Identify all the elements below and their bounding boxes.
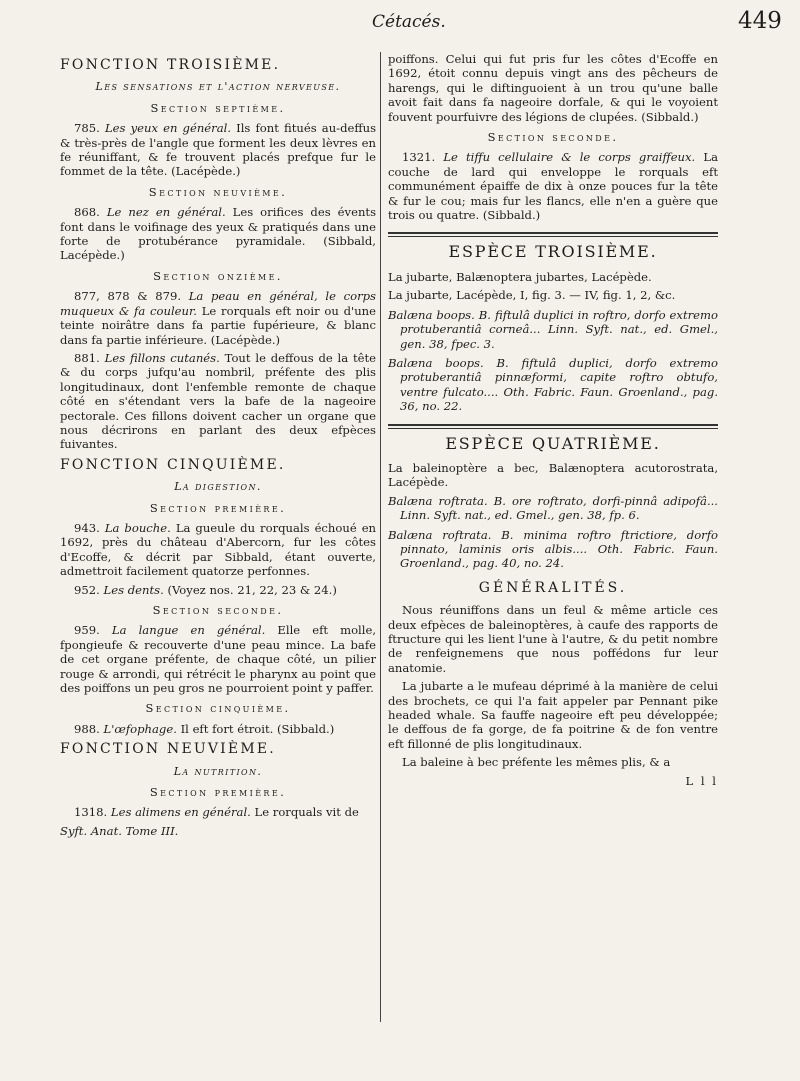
para-title: L'œfophage. — [103, 721, 177, 736]
para-number: 785. — [74, 121, 100, 136]
paragraph-988 — [60, 722, 376, 736]
subheading-nutrition: La nutrition. — [173, 764, 263, 778]
section-seconde-b: Section seconde. — [487, 130, 619, 145]
para-title: La peau en général, le corps muqueux & fa couleur. — [60, 289, 376, 318]
para-title: Le nez en général. — [106, 205, 226, 220]
synonym-1: La jubarte, Lacépède, I, fig. 3. — IV, fig. 1, 2, &c. — [388, 288, 676, 303]
para-text: Le rorquals eft noir ou d'une teinte noirâtre dans fa partie fupérieure, & blanc dans fa partie inférieure. (Lacépède.) — [60, 303, 376, 347]
heading-fonction-9: FONCTION NEUVIÈME. — [60, 741, 276, 758]
para-number: 952. — [74, 582, 100, 597]
signature-mark: L l l — [685, 773, 718, 788]
footer-reference: Syft. Anat. Tome III. — [60, 823, 179, 838]
subheading-sensations: Les sensations et l'action nerveuse. — [95, 80, 341, 94]
para-text: (Voyez nos. 21, 22, 23 & 24.) — [167, 582, 337, 597]
footer-right — [388, 774, 718, 788]
para-number: 868. — [74, 205, 100, 220]
paragraph-943 — [60, 521, 376, 579]
para-title: Les fillons cutanés. — [104, 350, 220, 365]
footer-left — [60, 824, 376, 838]
heading-generalites: GÉNÉRALITÉS. — [478, 579, 628, 596]
synonym-3: Balæna boops. B. fiftulâ duplici, dorfo extremo protuberantiâ pinnæformi, capite roftro obtufo, ventre fulcato.... Oth. Fabric. Faun. Groenland., pag. 36, no. 22. — [388, 355, 718, 414]
paragraph-952 — [60, 583, 376, 597]
para-title: Les yeux en général. — [104, 121, 232, 136]
species-name-baleinoptere: La baleinoptère a bec, Balænoptera acutorostrata, Lacépède. — [388, 460, 718, 490]
divider — [388, 424, 718, 429]
running-head — [0, 8, 800, 48]
para-number: 1318. — [74, 805, 108, 820]
para-number: 943. — [74, 520, 100, 535]
subheading-digestion: La digestion. — [174, 480, 262, 494]
para-number: 959. — [74, 623, 100, 638]
section-premiere-b: Section première. — [149, 785, 287, 800]
column-divider — [380, 52, 381, 1022]
paragraph-continued: poiffons. Celui qui fut pris fur les côtes d'Ecoffe en 1692, étoit connu depuis vingt ans des pêcheurs de harengs, qui le diftinguoient à un trou qu'une balle avoit fait dans fa nageoire dorfale, & qui le voyoient fouvent pourfuivre des légions de clupées. (Sibbald.) — [388, 52, 718, 124]
paragraph-881 — [60, 351, 376, 452]
para-title: La bouche. — [104, 520, 171, 535]
species-name-jubarte: La jubarte, Balænoptera jubartes, Lacépède. — [388, 269, 652, 284]
paragraph-1318 — [60, 805, 376, 819]
para-text: Il eft fort étroit. (Sibbald.) — [180, 721, 335, 736]
paragraph-generalites-2: La jubarte a le mufeau déprimé à la manière de celui des brochets, ce qui l'a fait appeler par Pennant pike headed whale. Sa fauffe nageoire eft peu développée; le deffous de fa gorge, de fa poitrine & de fon ventre eft fillonné de plis longitudinaux. — [388, 679, 718, 751]
paragraph-1321 — [388, 150, 718, 222]
para-text: Elle eft molle, fpongieufe & recouverte d'une peau mince. La bafe de cet organe préfente, de chaque côté, un pilier rouge & arrondi, qui rétrécit le pharynx au point que des poiffons un peu gros ne pourroient point y paffer. — [60, 623, 377, 696]
paragraph-generalites-3: La baleine à bec préfente les mêmes plis, & a — [402, 755, 671, 770]
para-text: Les orifices des évents font dans le voifinage des yeux & pratiqués dans une forte de protubérance pyramidale. (Sibbald, Lacépède.) — [60, 205, 377, 263]
right-column — [388, 52, 718, 788]
heading-fonction-3: FONCTION TROISIÈME. — [60, 57, 281, 73]
section-premiere-a: Section première. — [149, 500, 287, 515]
heading-fonction-5: FONCTION CINQUIÈME. — [60, 456, 286, 473]
para-title: La langue en général. — [111, 623, 266, 638]
section-onzieme: Section onzième. — [153, 268, 283, 283]
left-column — [60, 52, 376, 838]
paragraph-877 — [60, 289, 376, 347]
paragraph-959 — [60, 623, 376, 695]
page-number: 449 — [738, 8, 782, 34]
para-title: Le tiffu cellulaire & le corps graiffeux. — [443, 150, 696, 165]
divider — [388, 232, 718, 237]
section-seconde-a: Section seconde. — [152, 603, 284, 617]
para-text: Tout le deffous de la tête & du corps jufqu'au nombril, préfente des plis longitudinaux, dont l'enfemble remonte de chaque côté en s'étendant vers la bafe de la nageoire pectorale. Ces fillons doivent cacher un organe que nous décrirons en parlant des deux efpèces fuivantes. — [60, 350, 377, 452]
heading-espece-3: ESPÈCE TROISIÈME. — [448, 242, 658, 262]
paragraph-generalites-1: Nous réuniffons dans un feul & même article ces deux efpèces de baleinoptères, à caufe des rapports de ftructure qui les lient l'une à l'autre, & du petit nombre de renfeignemens que nous poffédons fur leur anatomie. — [388, 603, 718, 675]
para-title: Les alimens en général. — [110, 805, 251, 820]
section-septieme: Section septième. — [150, 100, 286, 115]
para-number: 988. — [74, 721, 100, 736]
running-title: Cétacés. — [372, 12, 446, 32]
para-number: 877, 878 & 879. — [74, 289, 182, 304]
para-title: Les dents. — [103, 582, 164, 597]
para-text: Le rorquals vit de — [254, 805, 359, 820]
heading-espece-4: ESPÈCE QUATRIÈME. — [445, 433, 661, 453]
synonym-5: Balæna roftrata. B. minima roftro ftrictiore, dorfo pinnato, laminis oris albis.... Oth. Fabric. Faun. Groenland., pag. 40, no. 24. — [388, 527, 718, 571]
synonym-2: Balæna boops. B. fiftulâ duplici in roftro, dorfo extremo protuberantiâ corneâ... Linn. Syft. nat., ed. Gmel., gen. 38, fpec. 3. — [388, 307, 718, 351]
paragraph-868 — [60, 205, 376, 263]
para-number: 1321. — [402, 150, 436, 165]
para-text: Ils font fitués au-deffus & très-près de l'angle que forment les deux lèvres en fe réuniffant, & fe trouvent placés prefque fur le fommet de la tête. (Lacépède.) — [60, 121, 377, 179]
section-neuvieme: Section neuvième. — [148, 184, 288, 199]
synonym-4: Balæna roftrata. B. ore roftrato, dorfi-pinnâ adipofâ... Linn. Syft. nat., ed. Gmel., gen. 38, fp. 6. — [388, 493, 718, 523]
paragraph-785 — [60, 121, 376, 179]
para-text: La couche de lard qui enveloppe le rorquals eft communément épaiffe de dix à onze pouces fur la tête & fur le cou; mais fur les flancs, elle n'en a guère que trois ou quatre. (Sibbald.) — [388, 150, 718, 223]
para-number: 881. — [74, 350, 100, 365]
section-cinquieme: Section cinquième. — [145, 701, 291, 716]
para-text: La gueule du rorquals échoué en 1692, près du château d'Abercorn, fur les côtes d'Ecoffe, & décrit par Sibbald, étant ouverte, admettroit facilement quatorze perfonnes. — [60, 520, 377, 579]
